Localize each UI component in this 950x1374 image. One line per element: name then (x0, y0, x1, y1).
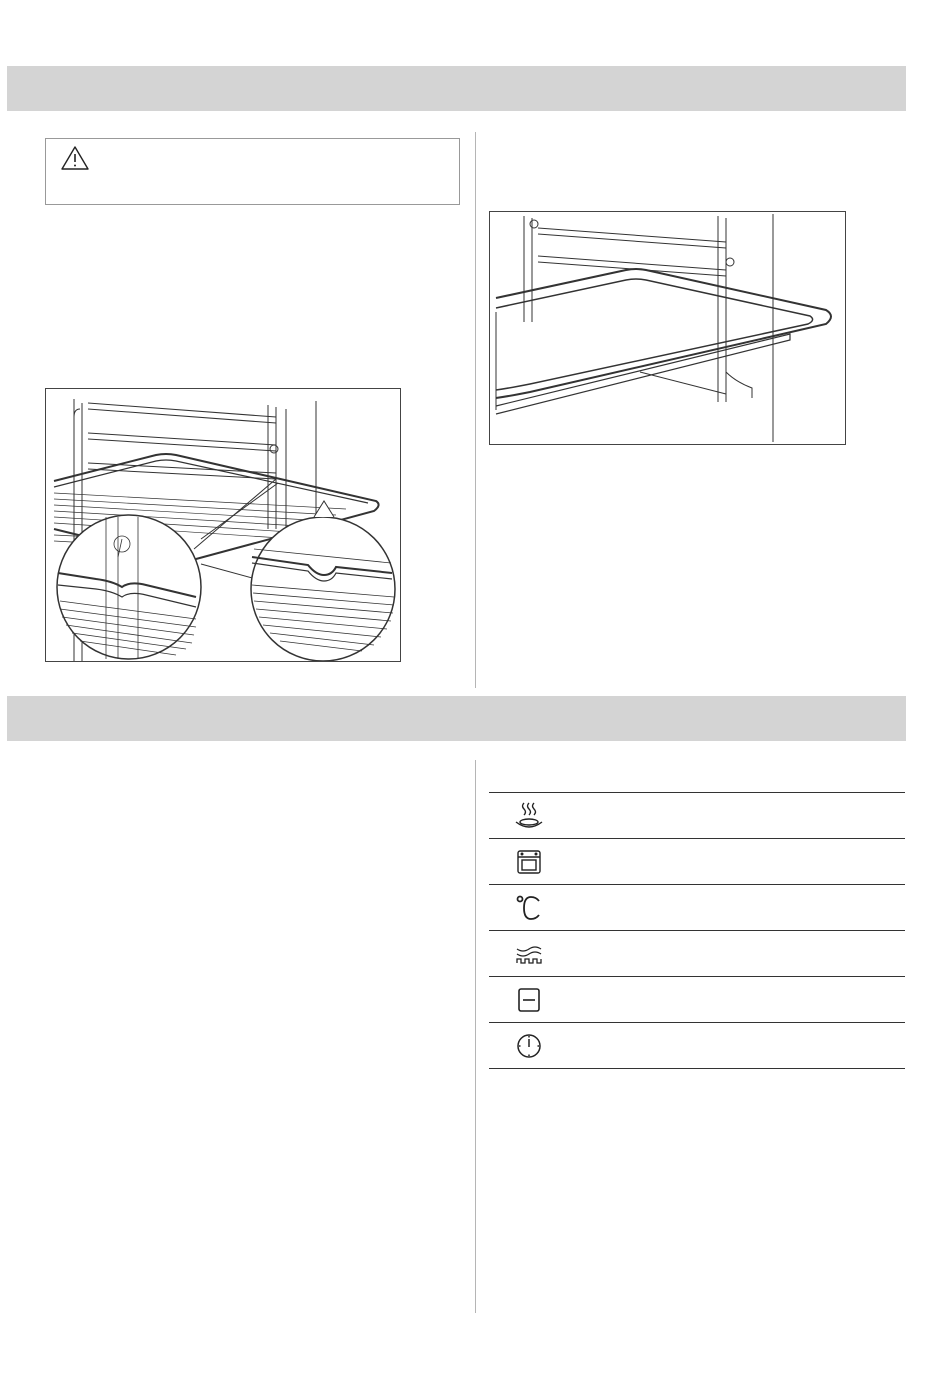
oven-icon (513, 847, 545, 877)
column-divider (475, 760, 476, 1313)
degrees-celsius-icon (513, 893, 545, 923)
table-row (489, 792, 905, 838)
table-row (489, 884, 905, 930)
warning-box (45, 138, 460, 205)
heat-up-indicator-icon (513, 939, 545, 969)
table-row (489, 976, 905, 1022)
clock-icon (513, 1031, 545, 1061)
section-header-band (7, 696, 906, 741)
table-row (489, 838, 905, 884)
baking-tray-illustration (490, 212, 845, 444)
column-divider (475, 132, 476, 688)
table-row (489, 930, 905, 976)
table-row (489, 1022, 905, 1069)
tray-insertion-figure (489, 211, 846, 445)
symbols-table (489, 792, 905, 1069)
minus-button-icon (513, 985, 545, 1015)
shelf-insertion-figure (45, 388, 401, 662)
wire-shelf-illustration (46, 389, 400, 661)
warning-triangle-icon (60, 145, 90, 171)
heat-function-icon (513, 801, 545, 831)
section-header-band (7, 66, 906, 111)
